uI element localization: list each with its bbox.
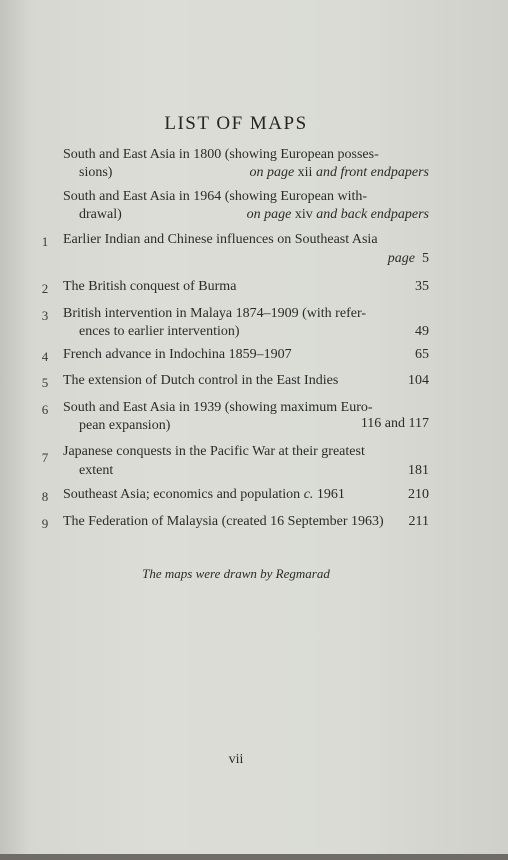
ref-num: xiv (294, 207, 313, 222)
map-number: 7 (41, 450, 49, 465)
map-number: 4 (41, 349, 49, 364)
entry-text-cont: drawal) (79, 207, 122, 222)
page-number: 65 (415, 347, 429, 362)
map-title-cont: pean expansion) (79, 418, 171, 433)
map-title-cont: extent (79, 463, 114, 478)
page-number: 210 (408, 487, 429, 502)
map-title: Japanese conquests in the Pacific War at their greatest (63, 444, 365, 459)
page-number: 104 (408, 373, 429, 388)
map-number: 1 (41, 234, 49, 249)
ref-prefix: on page (249, 165, 295, 180)
map-title-cont: ences to earlier intervention) (79, 324, 240, 339)
page-number: 35 (415, 279, 429, 294)
map-title: French advance in Indochina 1859–1907 (63, 347, 292, 362)
map-number: 5 (41, 375, 49, 390)
map-title: The Federation of Malaysia (created 16 September 1963) (63, 514, 384, 529)
entry-text-cont: sions) (79, 165, 113, 180)
page-number: 5 (422, 251, 429, 266)
page-bottom-edge (0, 854, 508, 860)
map-title: Earlier Indian and Chinese influences on Southeast Asia (63, 232, 378, 247)
ref-suffix: and back endpapers (316, 207, 429, 222)
map-title-text: Southeast Asia; economics and population (63, 487, 301, 502)
map-number: 8 (41, 489, 49, 504)
page-folio: vii (228, 752, 244, 767)
map-title: British intervention in Malaya 1874–1909 (with refer- (63, 306, 366, 321)
ref-num: xii (297, 165, 313, 180)
map-number: 3 (41, 308, 49, 323)
page-number: 211 (408, 514, 429, 529)
map-title: The British conquest of Burma (63, 279, 237, 294)
entry-page-ref (0, 206, 429, 224)
entry-text: South and East Asia in 1964 (showing European with- (63, 189, 368, 204)
entry-text: South and East Asia in 1800 (showing European posses- (63, 147, 379, 162)
map-number: 2 (41, 281, 49, 296)
map-number: 9 (41, 516, 49, 531)
maps-credit: The maps were drawn by Regmarad (142, 566, 330, 581)
page-number: 49 (415, 324, 429, 339)
map-title: The extension of Dutch control in the East Indies (63, 373, 339, 388)
ref-prefix: on page (246, 207, 292, 222)
page-title: LIST OF MAPS (164, 113, 308, 134)
circa-abbrev: c. (303, 487, 314, 502)
map-number: 6 (41, 402, 49, 417)
entry-page-ref (0, 164, 429, 182)
page-number: 116 and 117 (360, 416, 429, 431)
page-number: 181 (408, 463, 429, 478)
page-word: page (387, 251, 415, 266)
map-title: South and East Asia in 1939 (showing maximum Euro- (63, 400, 373, 415)
map-page (0, 250, 429, 268)
map-title-year: 1961 (316, 487, 345, 502)
ref-suffix: and front endpapers (315, 165, 429, 180)
